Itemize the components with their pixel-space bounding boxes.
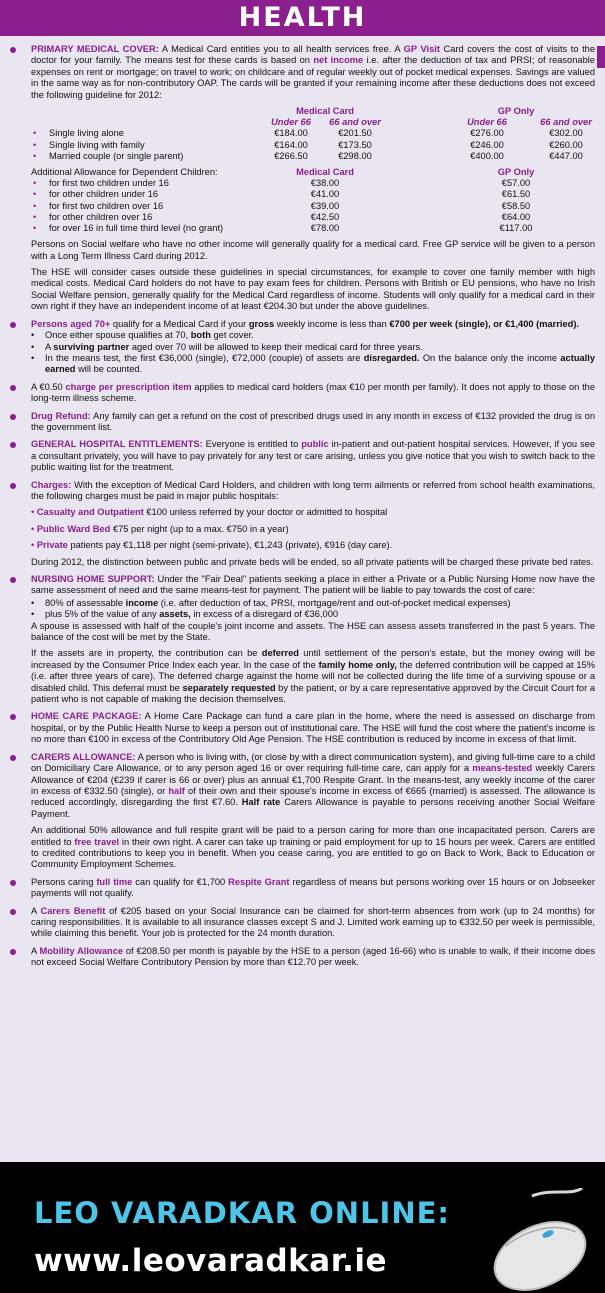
- bullet-icon: [10, 909, 16, 915]
- bullet-icon: [10, 714, 16, 720]
- bullet-icon: [10, 322, 16, 328]
- bullet-icon: [10, 414, 16, 420]
- full-time-carers-section: Persons caring full time can qualify for €1,700 Respite Grant regardless of means but persons working over 15 hours or on Jobseeker payments will not qualify.: [0, 877, 605, 900]
- page-header: [0, 0, 605, 36]
- list-item: • Once either spouse qualifies at 70, both get cover.: [31, 330, 595, 341]
- bullet-icon: [10, 442, 16, 448]
- list-item: • In the means test, the first €36,000 (single), €72,000 (couple) of assets are disregarded. On the balance only the income actually earned will be counted.: [31, 353, 595, 376]
- bullet-icon: [10, 47, 16, 53]
- table-row: • Single living with family €164.00 €173.50 €246.00 €260.00: [33, 139, 583, 150]
- prescription-section: A €0.50 charge per prescription item applies to medical card holders (max €10 per month per family). It does not apply to those on the long-term illness scheme.: [0, 382, 605, 405]
- list-item: • Private patients pay €1,118 per night (semi-private), €1,243 (private), €916 (day care).: [31, 540, 393, 551]
- computer-mouse-icon: [462, 1188, 602, 1293]
- income-guideline-table: Medical Card GP Only Under 66 66 and over Under 66 66 and over • Single living alone €184.00 €201.50 €276.00 €302.00 • Single living with family €164.00 €173.50 €246.00 €260.00 • Married couple (or single parent) €266.50 €298.00 €400.00 €447.00: [31, 106, 595, 162]
- mobility-section: A Mobility Allowance of €208.50 per month is payable by the HSE to a person (aged 16-66) who is unable to walk, if their income does not exceed Social Welfare Contributory Pension by more than €12.70 per week.: [0, 946, 605, 969]
- children-allowance-heading: Additional Allowance for Dependent Children:: [31, 167, 218, 178]
- list-item: • A surviving partner aged over 70 will be allowed to keep their medical card for three years.: [31, 342, 595, 353]
- table-row: • for first two children over 16 €39.00 €58.50: [33, 200, 531, 211]
- hse-consider-text: The HSE will consider cases outside these guidelines in special circumstances, for example to cover one family member with high medical costs. Medical Card holders do not have to pay exam fees for children. Persons with British or EU pensions, who have no Irish Social Welfare pension, generally qualify for the Medical Card regardless of income. Students will only qualify for a medical card in their own right if they have an independent income of at least €204.30 but under the above guidelines.: [31, 267, 595, 312]
- medical-card-header: Medical Card: [296, 106, 354, 117]
- bullet-icon: [10, 755, 16, 761]
- table-row: • for other children under 16 €41.00 €61.50: [33, 189, 531, 200]
- hospital-section: GENERAL HOSPITAL ENTITLEMENTS: Everyone is entitled to public in-patient and out-patient hospital services. However, if you see a consultant privately, you will have to pay privately for any test or care arising, unless you give notice that you wish to switch back to the public waiting list for the treatment.: [0, 439, 605, 473]
- list-item: • Casualty and Outpatient €100 unless referred by your doctor or admitted to hospital: [31, 507, 388, 518]
- table-row: • Married couple (or single parent) €266.50 €298.00 €400.00 €447.00: [33, 150, 583, 161]
- charges-section: Charges: With the exception of Medical Card Holders, and children with long term ailments or referred from school health examinations, the following charges must be paid in major public hospitals: • Casualty and Outpatient €100 unless referred by your doctor or admitted to hospital • Public Ward Bed €75 per night (up to a max. €750 in a year) • Private patients pay €1,118 per night (semi-private), €1,243 (private), €916 (day care). During 2012, the distinction between public and private beds will be ended, so all private patients will be charged these private bed rates.: [0, 480, 605, 568]
- list-item: • 80% of assessable income (i.e. after deduction of tax, PRSI, mortgage/rent and out-of-pocket medical expenses): [31, 598, 595, 609]
- primary-medical-cover-text: PRIMARY MEDICAL COVER: A Medical Card entitles you to all health services free. A GP Visit Card covers the cost of visits to the doctor for your family. The means test for these cards is based on net income i.e. after the deduction of tax and PRSI; of reasonable expenses on rent or mortgage; on travel to work; on childcare and of regular weekly out of pocket medical expenses. Savings are valued in the same way as for non-contributory OAP. The cards will be granted if your remaining income after these deductions does not exceed the following guideline for 2012:: [31, 44, 595, 100]
- list-item: • plus 5% of the value of any assets, in excess of a disregard of €36,000: [31, 609, 595, 620]
- bullet-icon: [10, 949, 16, 955]
- drug-refund-section: Drug Refund: Any family can get a refund on the cost of prescribed drugs used in any month in excess of €132 provided the drug is on the government list.: [0, 411, 605, 434]
- content: [0, 44, 605, 1156]
- over-70-section: Persons aged 70+ qualify for a Medical Card if your gross weekly income is less than €700 per week (single), or €1,400 (married). • Once either spouse qualifies at 70, both get cover. • A surviving partner aged over 70 will be allowed to keep their medical card for three years. • In the means test, the first €36,000 (single), €72,000 (couple) of assets are disregarded. On the balance only the income actually earned will be counted.: [0, 319, 605, 376]
- persons-welfare-text: Persons on Social welfare who have no other income will generally qualify for a medical card. Free GP service will be given to a person with a Long Term Illness Card during 2012.: [31, 239, 595, 261]
- table-row: • for over 16 in full time third level (no grant) €78.00 €117.00: [33, 223, 533, 234]
- home-care-section: HOME CARE PACKAGE: A Home Care Package can fund a care plan in the home, where the need is assessed on discharge from hospital, or by the Public Health Nurse to keep a person out of institutional care. The HSE will fund the cost where the patient's income is no more than €100 in excess of the Contributory Old Age Pension. The HSE contribution is reduced by income in excess of that limit.: [0, 711, 605, 745]
- bullet-icon: [10, 385, 16, 391]
- bullet-icon: [10, 577, 16, 583]
- table-row: • Single living alone €184.00 €201.50 €276.00 €302.00: [33, 128, 583, 139]
- nursing-home-section: NURSING HOME SUPPORT: Under the "Fair Deal" patients seeking a place in either a Private or a Public Nursing Home now have the same assessment of need and the same means-test for payment. The patient will be liable to pay towards the cost of care: • 80% of assessable income (i.e. after deduction of tax, PRSI, mortgage/rent and out-of-pocket medical expenses) • plus 5% of the value of any assets, in excess of a disregard of €36,000 A spouse is assessed with half of the couple's joint income and assets. The HSE can assess assets transferred in the past 5 years. The balance of the cost will be met by the State. If the assets are in property, the contribution can be deferred until settlement of the person's estate, but the money owing will be increased by the Consumer Price Index each year. In the case of the family home only, the deferred contribution will be capped at 15% (i.e. after three years of care). The deferred charge against the home will not be collected during the life time of a surviving spouse or a disabled child. This deferral must be separately requested by the patient, or by a care representative approved by the Circuit Court for a patient who is not capable of making the decision themselves.: [0, 574, 605, 705]
- table-row: • for first two children under 16 €38.00 €57.00: [33, 178, 531, 189]
- bullet-icon: [10, 483, 16, 489]
- footer-heading: LEO VARADKAR ONLINE:: [34, 1196, 451, 1230]
- primary-medical-cover-section: [0, 44, 605, 313]
- gp-only-header: GP Only: [497, 106, 535, 117]
- list-item: • Public Ward Bed €75 per night (up to a max. €750 in a year): [31, 523, 289, 534]
- children-allowance-table: Additional Allowance for Dependent Children: Medical Card GP Only • for first two children under 16 €38.00 €57.00 • for other children under 16 €41.00 €61.50 • for first two children over 16 €39.00 €58.50 • for other children over 16 €42.50 €64.00 • for over 16 in full time third level (no grant) €78.00 €117.00: [31, 167, 595, 234]
- carers-allowance-section: CARERS ALLOWANCE: A person who is living with, (or close by with a direct communication system), and giving full-time care to a child on Domiciliary Care Allowance, or to any person aged 16 or over requiring full-time care, can apply for a means-tested weekly Carers Allowance of €204 (€239 if carer is 66 or over) plus an annual €1,700 Respite Grant. In the means-test, any weekly income of the carer in excess of €332.50 (single), or half of their own and their spouse's income in excess of €665 (married) is assessed. The allowance is reduced accordingly, disregarding the first €7.60. Half rate Carers Allowance is payable to persons receiving another Social Welfare Payment. An additional 50% allowance and full respite grant will be paid to a person caring for more than one incapacitated person. Carers are entitled to free travel in their own right. A carer can take up training or paid employment for up to 15 hours per week. Carers are entitled to credited contributions to keep you in benefit. When you cease caring, you are entitled to go on Back to Work, Back to Education or Community Employment Schemes.: [0, 752, 605, 871]
- carers-benefit-section: A Carers Benefit of €205 based on your Social Insurance can be claimed for short-term absences from work (up to 24 months) for caring responsibilities. It is available to all insurance classes except S and J. Limited work earning up to €332.50 per week is permissible, while claiming this benefit. Your job is protected for the 24 month duration.: [0, 906, 605, 940]
- website-link[interactable]: www.leovaradkar.ie: [34, 1243, 388, 1279]
- over-70-list: [31, 330, 595, 376]
- bullet-icon: [10, 880, 16, 886]
- table-row: • for other children over 16 €42.50 €64.00: [33, 211, 531, 222]
- page-title: HEALTH: [238, 2, 367, 33]
